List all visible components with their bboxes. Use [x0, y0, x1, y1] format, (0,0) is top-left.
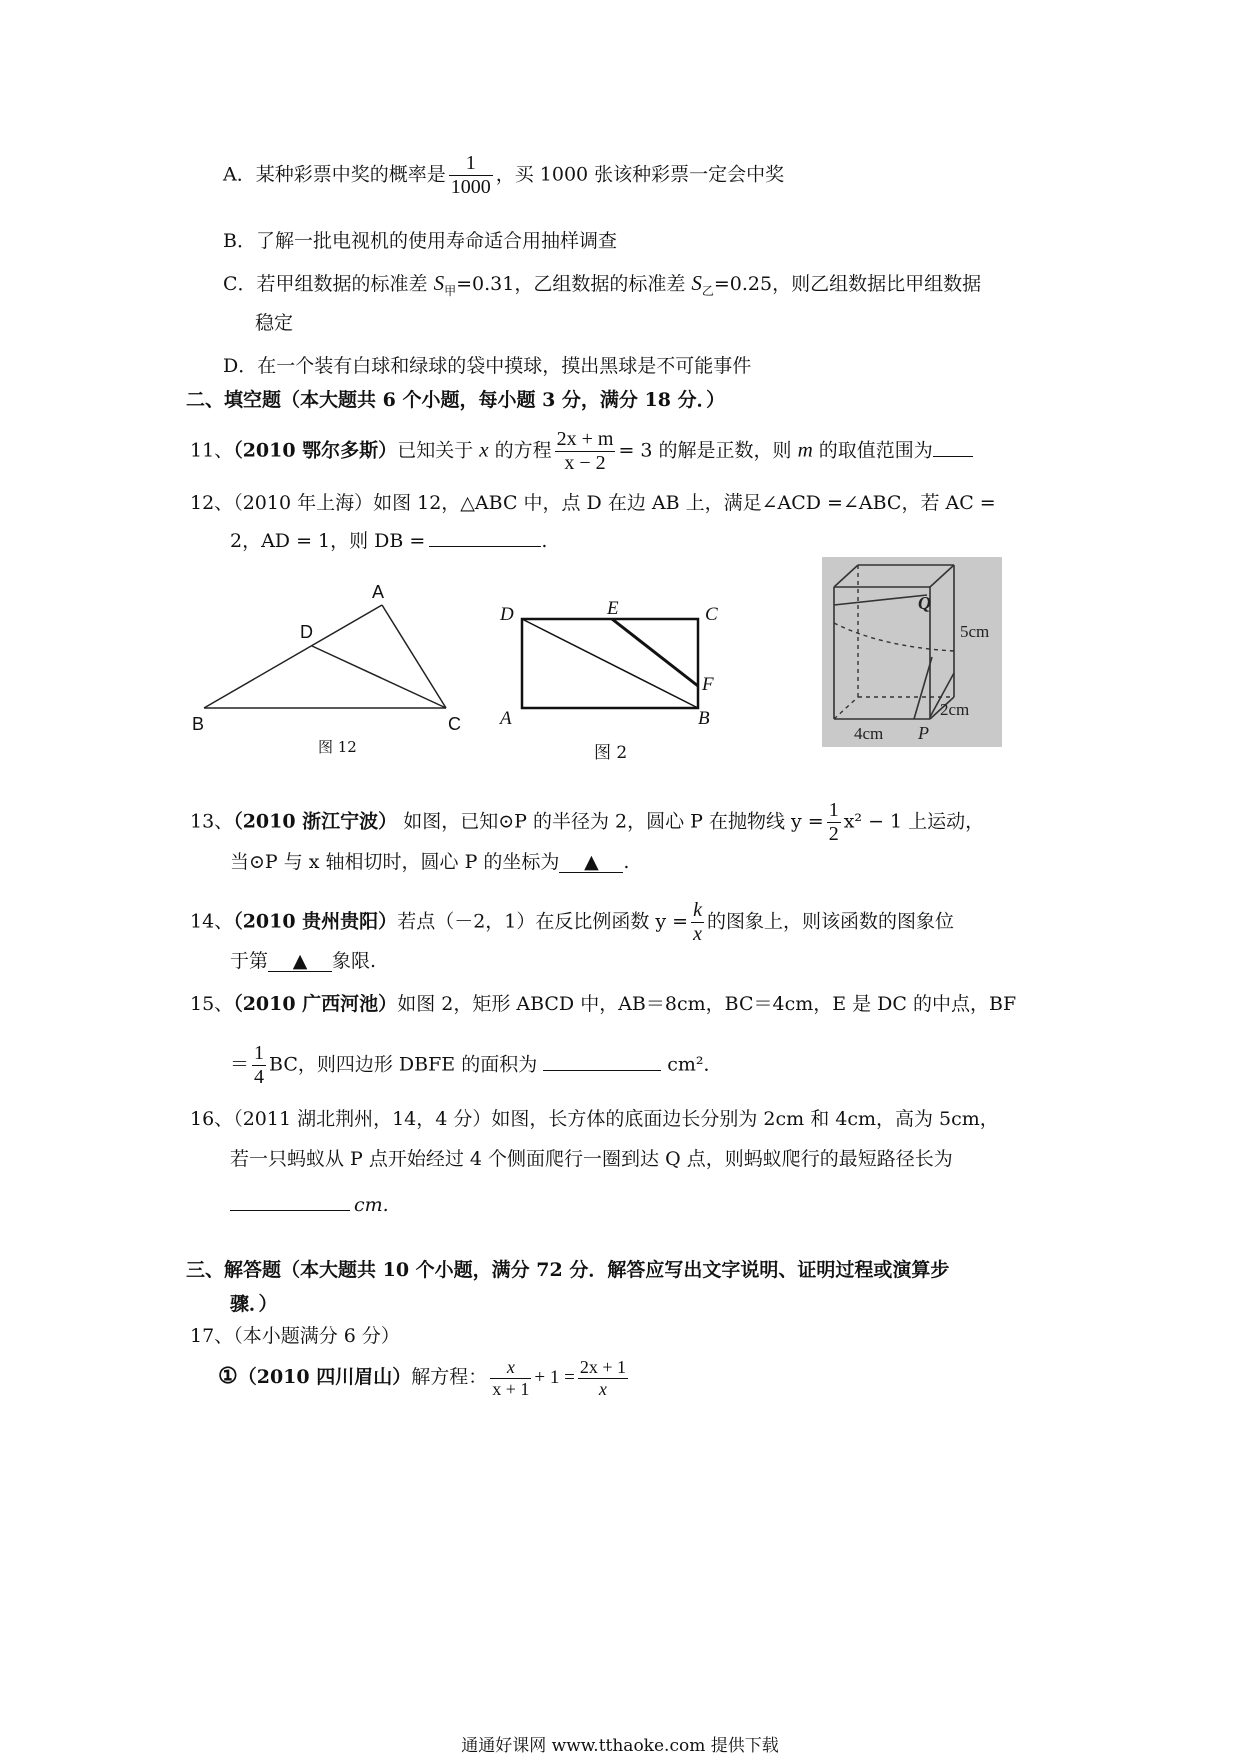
- question-14-line-2: 于第 ▲ 象限.: [230, 950, 377, 972]
- vertex-d-label: D: [500, 604, 514, 625]
- vertex-c-label: C: [448, 714, 461, 734]
- section-3-heading-continued: 骤．）: [230, 1293, 278, 1315]
- width-label: 4cm: [854, 724, 884, 743]
- question-13-line-2: 当⊙P 与 x 轴相切时，圆心 P 的坐标为 ▲ .: [230, 851, 630, 873]
- vertex-c-label: C: [705, 604, 718, 625]
- cuboid-figure: [822, 557, 1002, 747]
- question-12: 12、（2010 年上海）如图 12，△ABC 中，点 D 在边 AB 上，满足∠ACD =∠ABC，若 AC =: [190, 492, 996, 514]
- option-a-text: A．某种彩票中奖的概率是: [223, 163, 446, 186]
- vertex-d-label: D: [300, 622, 313, 642]
- circled-number: ①: [218, 1363, 238, 1390]
- question-17-part-1: ①（2010 四川眉山）解方程： $\frac{x}{x + 1}$ + 1 = $\frac{2x + 1}{x}$: [218, 1357, 626, 1399]
- equation-fraction: $\frac{2x + m}{x - 2}$: [556, 428, 614, 474]
- answer-blank: ▲: [268, 952, 332, 972]
- question-source: （2010 贵州贵阳）: [233, 910, 398, 933]
- question-16-line-3: cm.: [230, 1196, 389, 1215]
- answer-blank: [543, 1069, 661, 1071]
- vertex-b-label: B: [698, 708, 710, 729]
- point-p-label: P: [918, 723, 929, 743]
- question-14: 14、（2010 贵州贵阳）若点（－2，1）在反比例函数 y = $\frac{k}{x}$ 的图象上，则该函数的图象位: [190, 899, 955, 945]
- function-fraction: $\frac{k}{x}$: [693, 899, 702, 945]
- option-c: C．若甲组数据的标准差 $S_甲=0.31$，乙组数据的标准差 $S_乙=0.25$，则乙组数据比甲组数据: [223, 271, 982, 298]
- figure-2-caption: 图 2: [594, 743, 628, 763]
- question-11: 11、（2010 鄂尔多斯）已知关于 x 的方程 $\frac{2x + m}{x - 2}$ = 3 的解是正数，则 m 的取值范围为: [190, 428, 973, 475]
- height-label: 5cm: [960, 622, 990, 641]
- figure-12-triangle: [190, 578, 480, 758]
- equation-right-fraction: $\frac{2x + 1}{x}$: [579, 1357, 626, 1399]
- question-source: （2010 浙江宁波）: [233, 810, 398, 833]
- point-q-label: Q: [918, 593, 931, 613]
- question-16: 16、（2011 湖北荆州，14，4 分）如图，长方体的底面边长分别为 2cm 和 4cm，高为 5cm，: [190, 1108, 999, 1130]
- vertex-a-label: A: [500, 708, 512, 729]
- point-e-label: E: [607, 598, 619, 619]
- question-source: （2010 广西河池）: [233, 993, 398, 1015]
- coefficient-fraction: $\frac{1}{2}$: [828, 799, 839, 845]
- question-source: （2010 鄂尔多斯）: [233, 439, 398, 462]
- vertex-b-label: B: [192, 714, 205, 734]
- figure-2-rectangle: [490, 590, 730, 770]
- figure-12-caption: 图 12: [318, 738, 357, 756]
- option-c-continued: 稳定: [255, 312, 294, 334]
- question-13: 13、（2010 浙江宁波） 如图，已知⊙P 的半径为 2，圆心 P 在抛物线 y = $\frac{1}{2}$ x² − 1 上运动，: [190, 799, 985, 845]
- point-f-label: F: [702, 674, 714, 695]
- question-source: （2010 四川眉山）: [237, 1366, 412, 1389]
- option-a-text-end: ，买 1000 张该种彩票一定会中奖: [495, 163, 785, 186]
- answer-blank: [933, 455, 973, 457]
- question-15-line-2: ＝ $\frac{1}{4}$ BC，则四边形 DBFE 的面积为 cm²．: [230, 1042, 723, 1088]
- question-15: 15、（2010 广西河池）如图 2，矩形 ABCD 中，AB＝8cm，BC＝4cm，E 是 DC 的中点，BF: [190, 993, 1017, 1015]
- question-17: 17、（本小题满分 6 分）: [190, 1325, 400, 1347]
- option-b: B．了解一批电视机的使用寿命适合用抽样调查: [223, 230, 617, 252]
- section-3-heading: 三、解答题（本大题共 10 个小题，满分 72 分．解答应写出文字说明、证明过程或演算步: [186, 1259, 950, 1281]
- option-a: [223, 152, 784, 199]
- option-d: D．在一个装有白球和绿球的袋中摸球，摸出黑球是不可能事件: [223, 355, 752, 377]
- question-16-line-2: 若一只蚂蚁从 P 点开始经过 4 个侧面爬行一圈到达 Q 点，则蚂蚁爬行的最短路径长为: [230, 1148, 953, 1170]
- page-footer: 通通好课网 www.tthaoke.com 提供下载: [461, 1736, 779, 1756]
- answer-blank: [230, 1209, 350, 1211]
- answer-blank: [429, 545, 541, 547]
- ratio-fraction: $\frac{1}{4}$: [254, 1042, 265, 1088]
- depth-label: 2cm: [940, 700, 970, 719]
- question-12-line-2: 2，AD = 1，则 DB = .: [230, 530, 548, 552]
- answer-blank: ▲: [559, 853, 623, 873]
- vertex-a-label: A: [372, 582, 385, 602]
- equation-left-fraction: $\frac{x}{x + 1}$: [492, 1357, 530, 1399]
- section-2-heading: 二、填空题（本大题共 6 个小题，每小题 3 分，满分 18 分．）: [186, 389, 726, 411]
- option-a-fraction: $\frac{1}{1000}$: [450, 152, 491, 198]
